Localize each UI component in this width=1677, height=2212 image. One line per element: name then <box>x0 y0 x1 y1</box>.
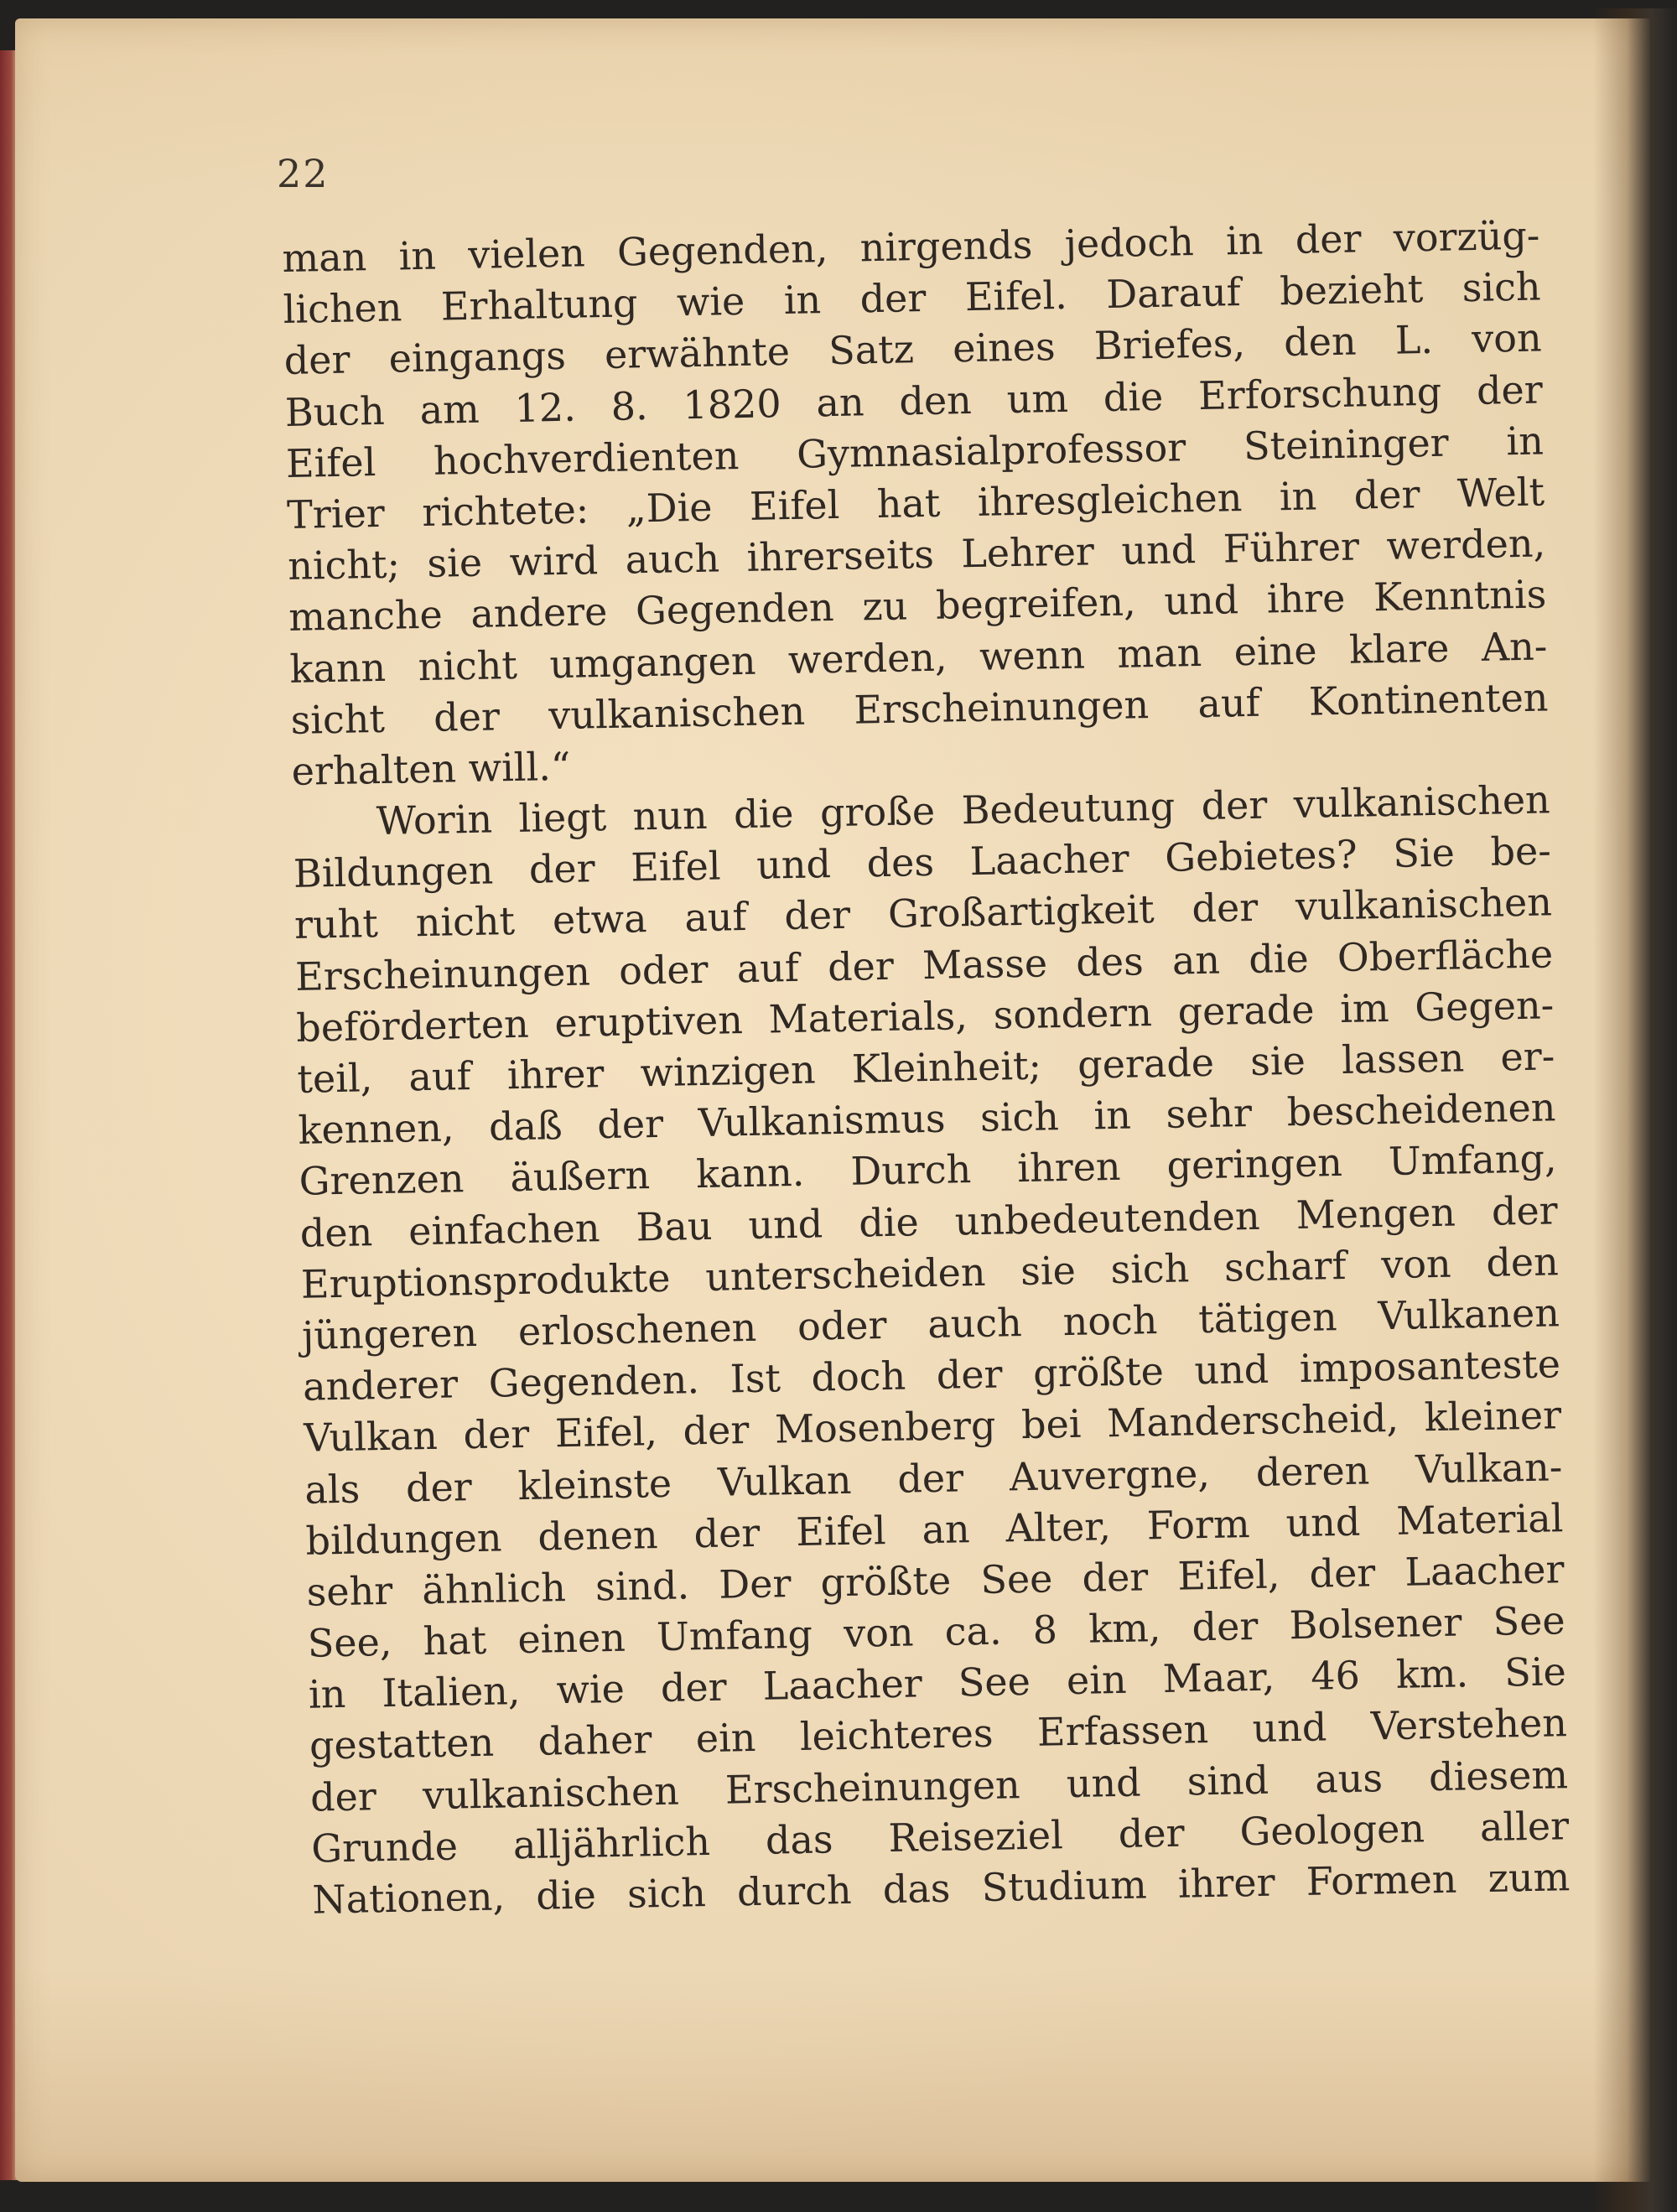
text-line: Grenzen äußern kann. Durch ihren geringen Umfang, <box>299 1135 1557 1205</box>
text-line: manche andere Gegenden zu begreifen, und ihre Kenntnis <box>288 571 1547 641</box>
text-line: bildungen denen der Eifel an Alter, Form und Material <box>305 1494 1564 1564</box>
text-line: Bildungen der Eifel und des Laacher Gebietes? Sie be- <box>293 828 1552 897</box>
text-line: ruht nicht etwa auf der Großartigkeit der vulkanischen <box>293 879 1553 948</box>
page-number: 22 <box>277 151 330 196</box>
text-line: sehr ähnlich sind. Der größte See der Eifel, der Laacher <box>306 1546 1565 1615</box>
text-line: anderer Gegenden. Ist doch der größte und imposanteste <box>302 1341 1561 1410</box>
text-line: Grunde alljährlich das Reiseziel der Geologen aller <box>310 1803 1570 1872</box>
body-text <box>282 210 1571 1926</box>
text-line: See, hat einen Umfang von ca. 8 km, der Bolsener See <box>307 1597 1566 1666</box>
text-line: Eruptionsprodukte unterscheiden sie sich scharf von den <box>300 1238 1560 1307</box>
text-line: den einfachen Bau und die unbedeutenden Mengen der <box>299 1186 1559 1256</box>
text-line: kennen, daß der Vulkanismus sich in sehr bescheidenen <box>298 1084 1556 1154</box>
text-line: teil, auf ihrer winzigen Kleinheit; gerade sie lassen er- <box>296 1033 1555 1102</box>
text-line: als der kleinste Vulkan der Auvergne, deren Vulkan- <box>304 1443 1563 1513</box>
text-line: Vulkan der Eifel, der Mosenberg bei Manderscheid, kleiner <box>303 1392 1562 1462</box>
text-line: in Italien, wie der Laacher See ein Maar, 46 km. Sie <box>308 1649 1567 1717</box>
text-line: man in vielen Gegenden, nirgends jedoch in der vorzüg- <box>282 212 1540 281</box>
text-line: sicht der vulkanischen Erscheinungen auf Kontinenten <box>290 674 1549 743</box>
text-line: Eifel hochverdienten Gymnasialprofessor Steininger in <box>285 418 1545 486</box>
text-line: nicht; sie wird auch ihrerseits Lehrer und Führer werden, <box>287 520 1546 589</box>
text-line: gestatten daher ein leichteres Erfassen und Verstehen <box>309 1700 1568 1769</box>
text-line: der vulkanischen Erscheinungen und sind aus diesem <box>309 1751 1569 1820</box>
book-gutter <box>1593 8 1677 2212</box>
text-line: Buch am 12. 8. 1820 an den um die Erforschung der <box>284 366 1544 435</box>
text-line: jüngeren erloschenen oder auch noch tätigen Vulkanen <box>301 1290 1560 1358</box>
text-line: Worin liegt nun die große Bedeutung der vulkanischen <box>376 776 1551 844</box>
text-line: Erscheinungen oder auf der Masse des an die Oberfläche <box>294 930 1554 1000</box>
text-line: beförderten eruptiven Materials, sondern gerade im Gegen- <box>295 982 1555 1051</box>
text-line: erhalten will.“ <box>291 743 571 794</box>
text-line: kann nicht umgangen werden, wenn man eine klare An- <box>289 622 1548 692</box>
text-line: Trier richtete: „Die Eifel hat ihresgleichen in der Welt <box>286 469 1545 537</box>
text-line: lichen Erhaltung wie in der Eifel. Darauf bezieht sich <box>283 263 1541 333</box>
text-line: der eingangs erwähnte Satz eines Briefes, den L. von <box>283 314 1543 384</box>
text-line: Nationen, die sich durch das Studium ihrer Formen zum <box>311 1854 1571 1923</box>
